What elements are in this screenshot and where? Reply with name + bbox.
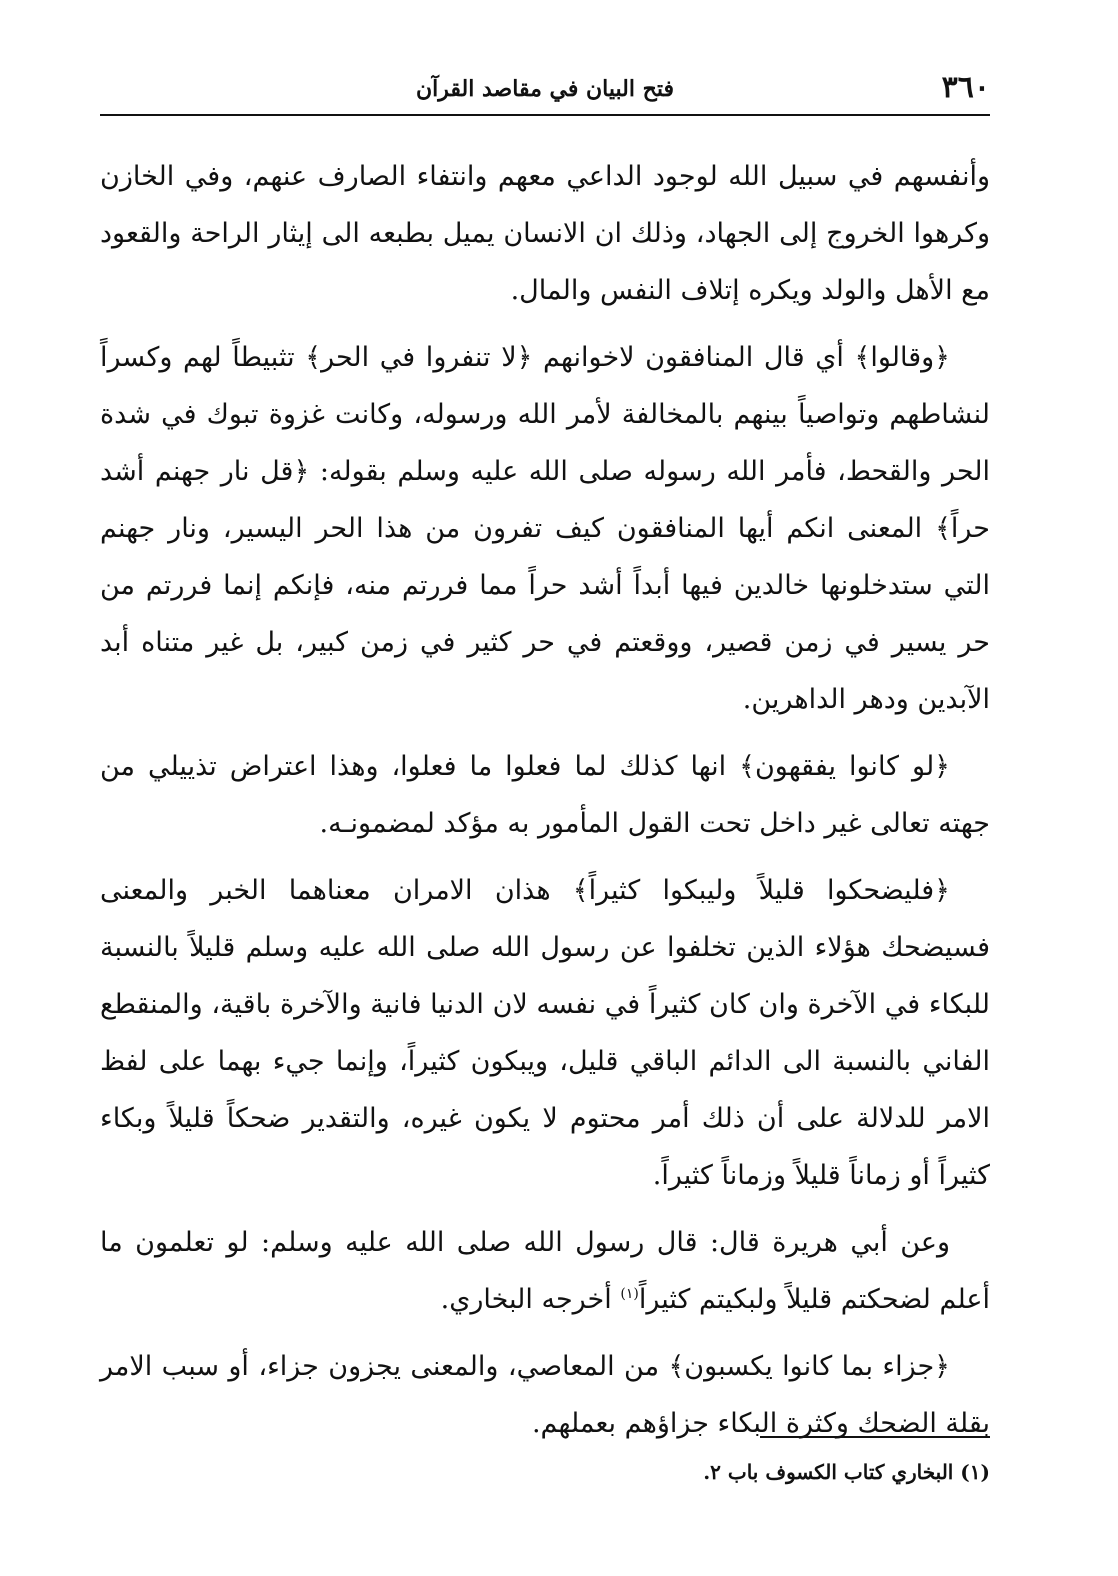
paragraph-5-text-end: أخرجه البخاري. — [440, 1284, 621, 1315]
footnote-divider — [760, 1436, 990, 1438]
footnote: (١) البخاري كتاب الكسوف باب ٢. — [703, 1460, 990, 1484]
page-number: ٣٦٠ — [941, 70, 990, 105]
footnote-reference[interactable]: (١) — [620, 1286, 639, 1302]
paragraph-3: ﴿لو كانوا يفقهون﴾ انها كذلك لما فعلوا ما فعلوا، وهذا اعتراض تذييلي من جهته تعالى غير داخل تحت القول المأمور به مؤكد لمضمونـه. — [100, 751, 990, 839]
paragraph-6: ﴿جزاء بما كانوا يكسبون﴾ من المعاصي، والمعنى يجزون جزاء، أو سبب الامر بقلة الضحك وكثرة البكاء جزاؤهم بعملهم. — [100, 1351, 990, 1439]
running-title: فتح البيان في مقاصد القرآن — [416, 76, 674, 102]
paragraph-4: ﴿فليضحكوا قليلاً وليبكوا كثيراً﴾ هذان الامران معناهما الخبر والمعنى فسيضحك هؤلاء الذين تخلفوا عن رسول الله صلى الله عليه وسلم قليلاً بالنسبة للبكاء في الآخرة وان كان كثيراً في نفسه لان الدنيا فانية والآخرة باقية، والمنقطع الفاني بالنسبة الى الدائم الباقي قليل، ويبكون كثيراً، وإنما جيء بهما على لفظ الامر للدلالة على أن ذلك أمر محتوم لا يكون غيره، والتقدير ضحكاً قليلاً وبكاء كثيراً أو زماناً قليلاً وزماناً كثيراً. — [100, 875, 990, 1191]
paragraph-2: ﴿وقالوا﴾ أي قال المنافقون لاخوانهم ﴿لا تنفروا في الحر﴾ تثبيطاً لهم وكسراً لنشاطهم وتواصياً بينهم بالمخالفة لأمر الله ورسوله، وكانت غزوة تبوك في شدة الحر والقحط، فأمر الله رسوله صلى الله عليه وسلم بقوله: ﴿قل نار جهنم أشد حراً﴾ المعنى انكم أيها المنافقون كيف تفرون من هذا الحر اليسير، ونار جهنم التي ستدخلونها خالدين فيها أبداً أشد حراً مما فررتم منه، فإنكم إنما فررتم من حر يسير في زمن قصير، ووقعتم في حر كثير في زمن كبير، بل غير متناه أبد الآبدين ودهر الداهرين. — [100, 342, 990, 715]
paragraph-1: وأنفسهم في سبيل الله لوجود الداعي معهم وانتفاء الصارف عنهم، وفي الخازن وكرهوا الخروج إلى الجهاد، وذلك ان الانسان يميل بطبعه الى إيثار الراحة والقعود مع الأهل والولد ويكره إتلاف النفس والمال. — [100, 161, 990, 306]
body-text — [100, 148, 990, 1462]
paragraph-5 — [100, 1214, 990, 1328]
page-header — [100, 66, 990, 116]
paragraph-5-text: وعن أبي هريرة قال: قال رسول الله صلى الله عليه وسلم: لو تعلمون ما أعلم لضحكتم قليلاً ولبكيتم كثيراً — [100, 1227, 990, 1315]
